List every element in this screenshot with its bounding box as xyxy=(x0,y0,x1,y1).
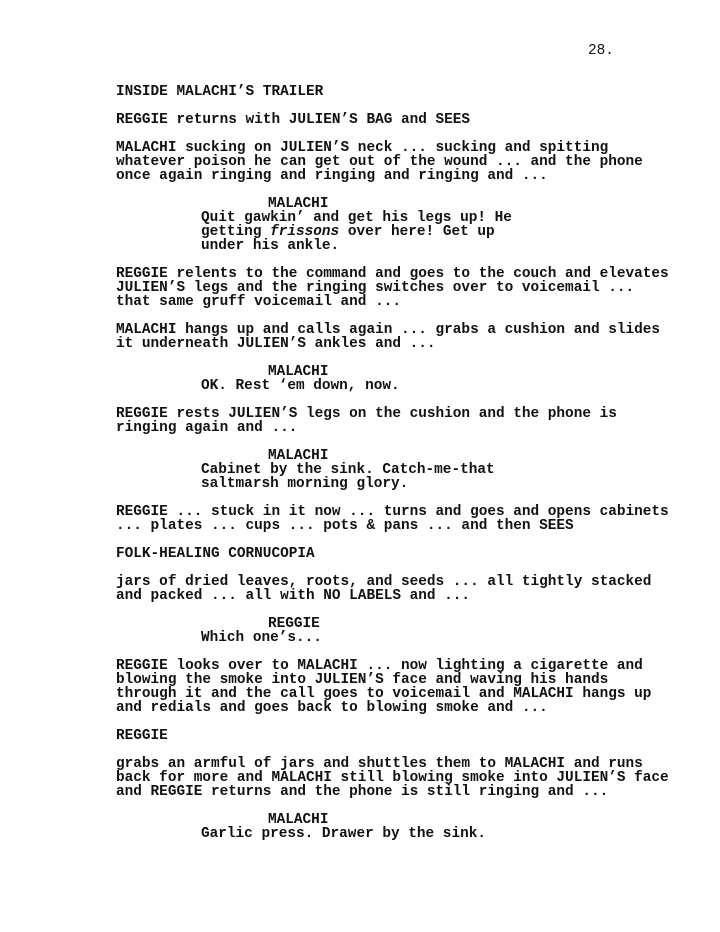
action-line: REGGIE ... stuck in it now ... turns and goes and opens cabinets xyxy=(116,504,669,520)
action-line: back for more and MALACHI still blowing smoke into JULIEN’S face xyxy=(116,770,669,786)
action-line: and packed ... all with NO LABELS and ... xyxy=(116,588,471,604)
scene-heading: REGGIE xyxy=(116,728,168,744)
character-cue: MALACHI xyxy=(268,364,329,380)
action-line: REGGIE looks over to MALACHI ... now lighting a cigarette and xyxy=(116,658,643,674)
dialogue-line: Cabinet by the sink. Catch-me-that xyxy=(201,462,495,478)
page-number: 28. xyxy=(588,43,614,59)
action-line: REGGIE returns with JULIEN’S BAG and SEES xyxy=(116,112,471,128)
action-line: and REGGIE returns and the phone is still ringing and ... xyxy=(116,784,609,800)
character-cue: MALACHI xyxy=(268,196,329,212)
emphasis-text: frissons xyxy=(270,224,340,240)
dialogue-line: under his ankle. xyxy=(201,238,340,254)
action-line: ... plates ... cups ... pots & pans ... and then SEES xyxy=(116,518,574,534)
action-line: MALACHI sucking on JULIEN’S neck ... sucking and spitting xyxy=(116,140,609,156)
action-line: MALACHI hangs up and calls again ... grabs a cushion and slides xyxy=(116,322,661,338)
action-line: ringing again and ... xyxy=(116,420,298,436)
dialogue-line: getting frissons over here! Get up xyxy=(201,224,495,240)
action-line: whatever poison he can get out of the wound ... and the phone xyxy=(116,154,643,170)
dialogue-line: Garlic press. Drawer by the sink. xyxy=(201,826,486,842)
character-cue: MALACHI xyxy=(268,448,329,464)
action-line: JULIEN’S legs and the ringing switches over to voicemail ... xyxy=(116,280,635,296)
action-line: grabs an armful of jars and shuttles them to MALACHI and runs xyxy=(116,756,643,772)
action-line: REGGIE relents to the command and goes to the couch and elevates xyxy=(116,266,669,282)
dialogue-line: OK. Rest ‘em down, now. xyxy=(201,378,400,394)
action-line: that same gruff voicemail and ... xyxy=(116,294,401,310)
dialogue-line: saltmarsh morning glory. xyxy=(201,476,409,492)
action-line: once again ringing and ringing and ringing and ... xyxy=(116,168,548,184)
screenplay-body xyxy=(116,85,676,841)
action-line: jars of dried leaves, roots, and seeds ... all tightly stacked xyxy=(116,574,652,590)
action-line: it underneath JULIEN’S ankles and ... xyxy=(116,336,436,352)
character-cue: MALACHI xyxy=(268,812,329,828)
scene-heading: INSIDE MALACHI’S TRAILER xyxy=(116,84,324,100)
scene-heading: FOLK-HEALING CORNUCOPIA xyxy=(116,546,315,562)
action-line: and redials and goes back to blowing smoke and ... xyxy=(116,700,548,716)
dialogue-line: Which one’s... xyxy=(201,630,322,646)
character-cue: REGGIE xyxy=(268,616,320,632)
action-line: blowing the smoke into JULIEN’S face and waving his hands xyxy=(116,672,609,688)
action-line: through it and the call goes to voicemail and MALACHI hangs up xyxy=(116,686,652,702)
dialogue-line: Quit gawkin’ and get his legs up! He xyxy=(201,210,512,226)
action-line: REGGIE rests JULIEN’S legs on the cushion and the phone is xyxy=(116,406,617,422)
